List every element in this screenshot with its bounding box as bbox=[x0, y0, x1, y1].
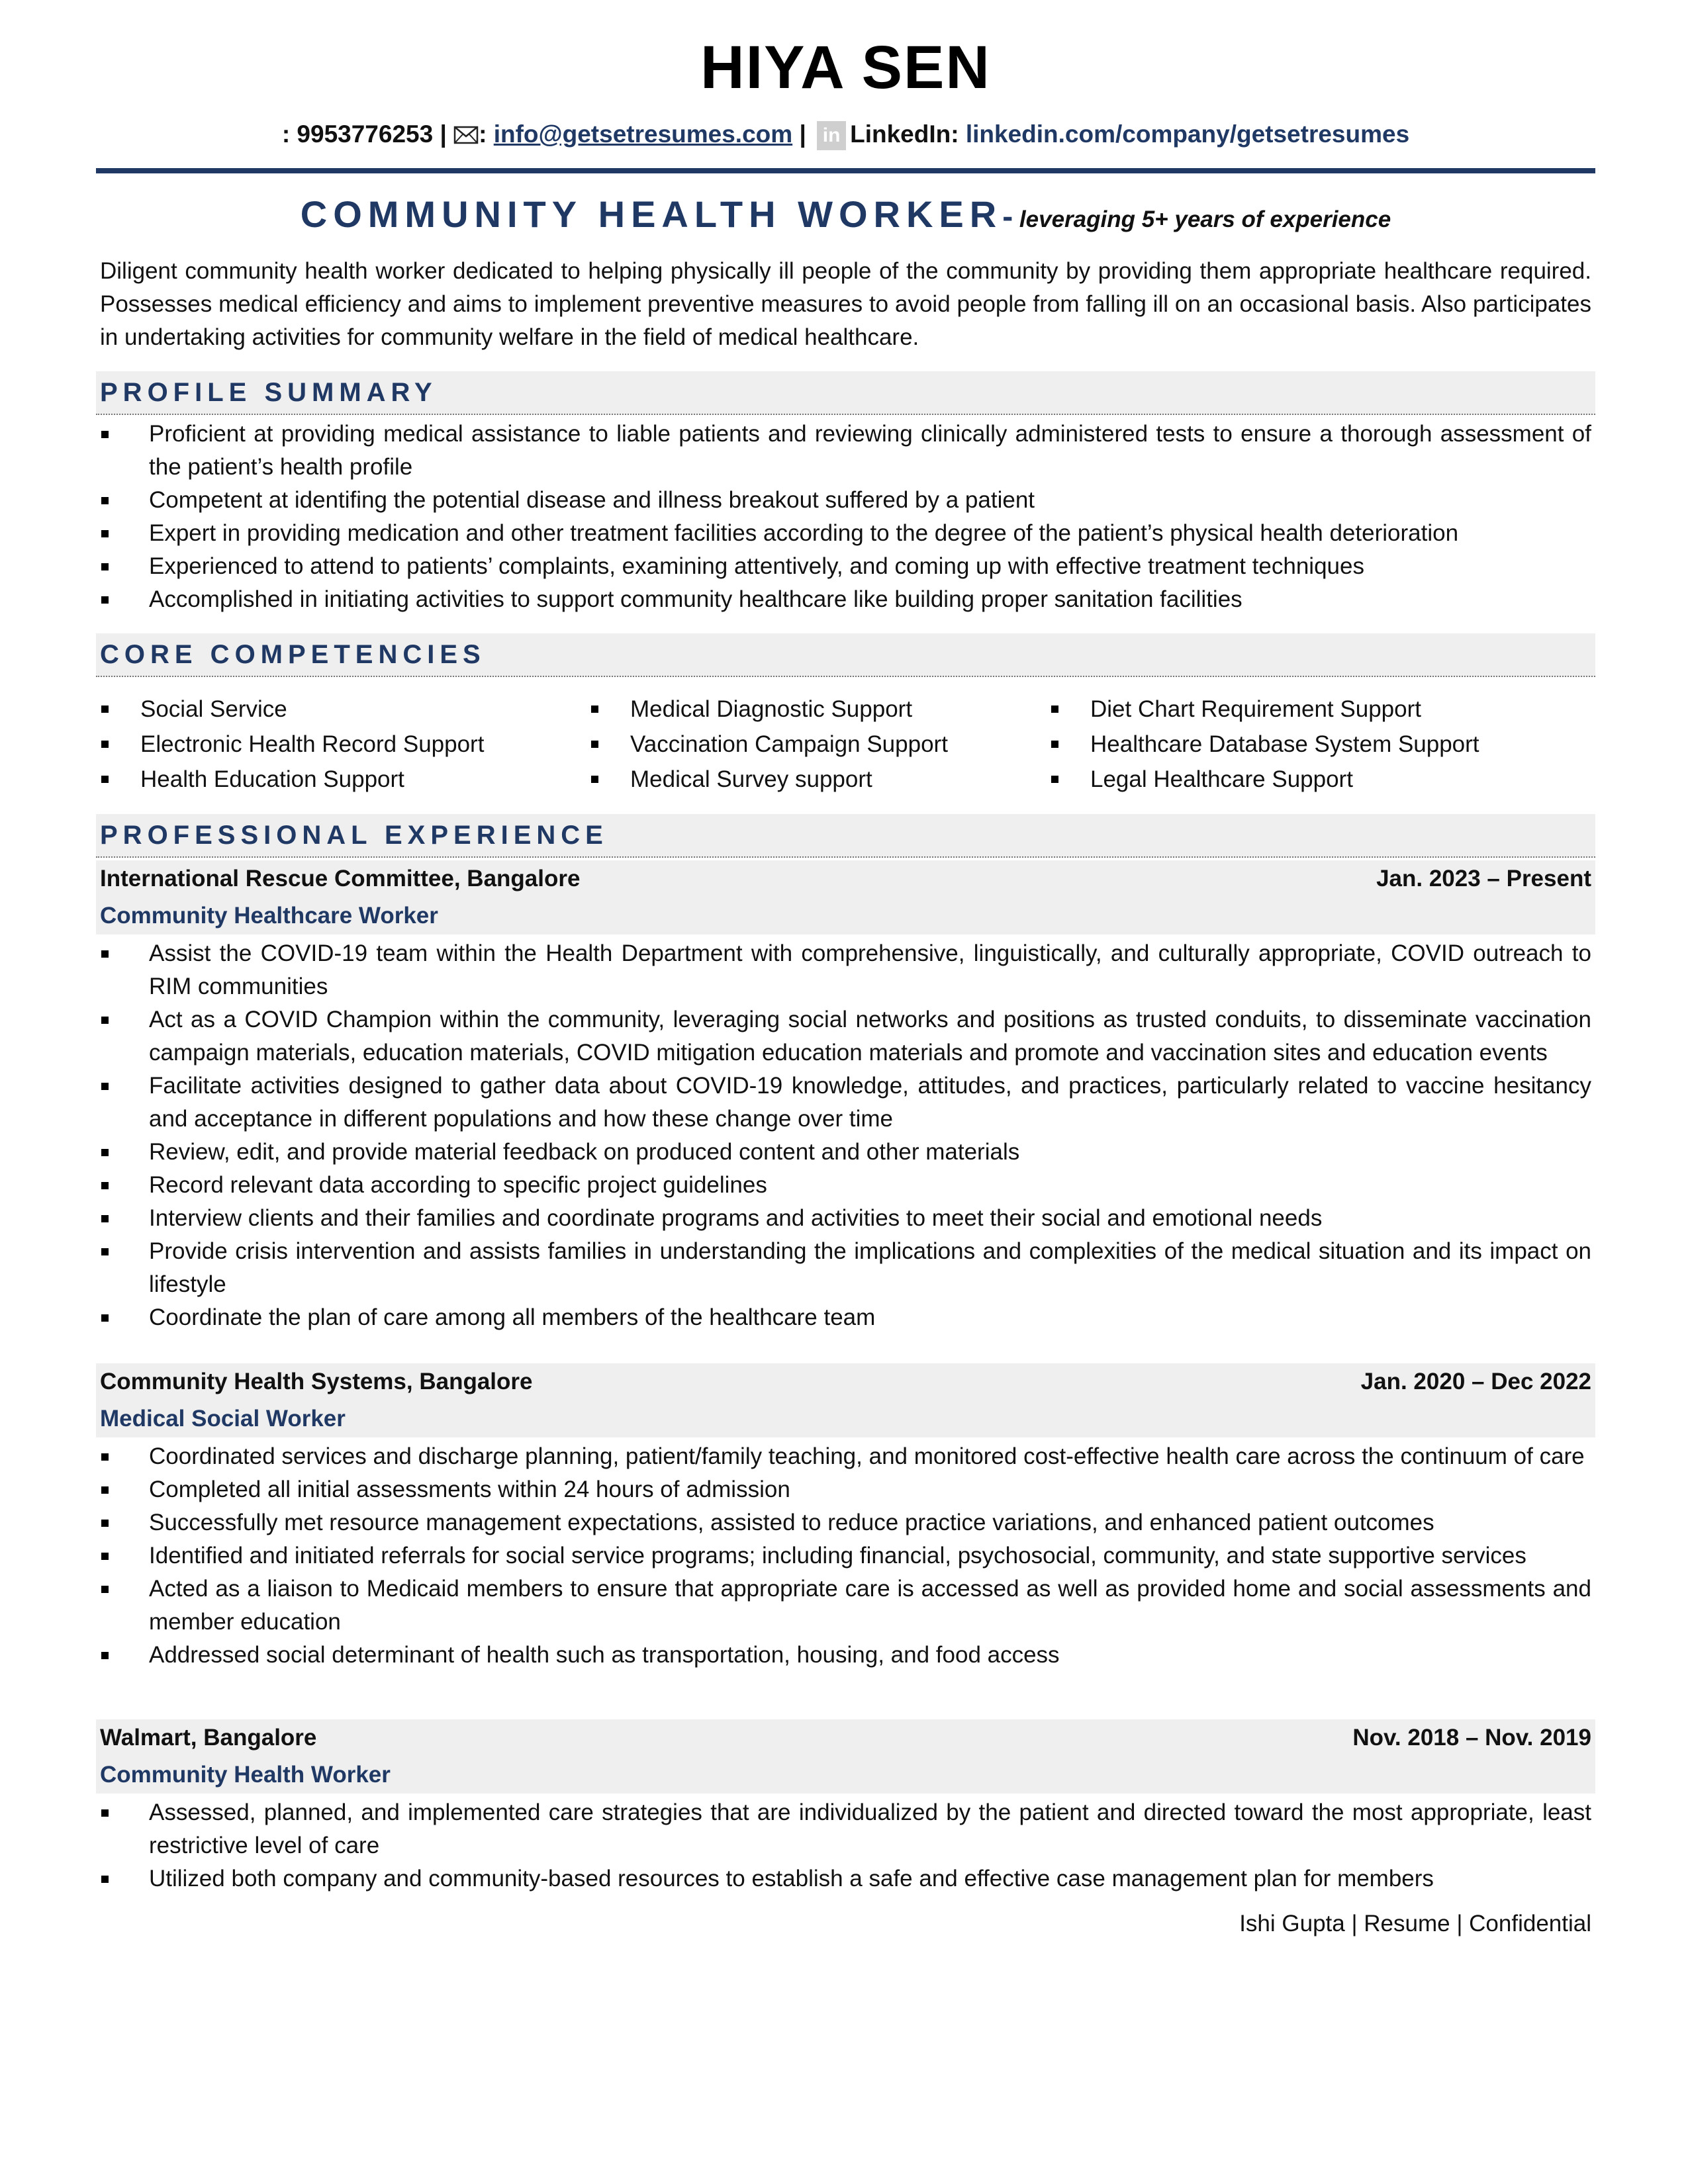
job-role: Medical Social Worker bbox=[100, 1406, 346, 1432]
email-link[interactable]: info@getsetresumes.com bbox=[493, 120, 793, 148]
list-item: Interview clients and their families and coordinate programs and activities to meet their social and emotional needs bbox=[96, 1202, 1595, 1235]
competencies-column-3 bbox=[1046, 692, 1549, 797]
list-item: Proficient at providing medical assistance to liable patients and reviewing clinically administered tests to ensure a thorough assessment of the patient’s health profile bbox=[96, 418, 1595, 484]
job-header bbox=[96, 1363, 1595, 1437]
job-dates: Jan. 2023 – Present bbox=[1376, 866, 1591, 891]
title-tagline: leveraging 5+ years of experience bbox=[1013, 206, 1391, 232]
header-divider bbox=[96, 168, 1595, 173]
linkedin-link[interactable]: linkedin.com/company/getsetresumes bbox=[965, 120, 1410, 148]
competency-item: Health Education Support bbox=[96, 762, 586, 797]
list-item: Experienced to attend to patients’ complaints, examining attentively, and coming up with effective treatment techniques bbox=[96, 550, 1595, 583]
section-heading-profile-summary: PROFILE SUMMARY bbox=[96, 371, 1595, 415]
phone-number: 9953776253 bbox=[297, 120, 434, 148]
section-heading-core-competencies: CORE COMPETENCIES bbox=[96, 633, 1595, 677]
separator: | bbox=[799, 120, 814, 148]
list-item: Competent at identifing the potential disease and illness breakout suffered by a patient bbox=[96, 484, 1595, 517]
competency-item: Healthcare Database System Support bbox=[1046, 727, 1549, 762]
list-item: Utilized both company and community-based resources to establish a safe and effective case management plan for members bbox=[96, 1862, 1595, 1895]
competency-item: Electronic Health Record Support bbox=[96, 727, 586, 762]
envelope-icon bbox=[453, 120, 479, 148]
list-item: Act as a COVID Champion within the community, leveraging social networks and positions as trusted conduits, to disseminate vaccination campaign materials, education materials, COVID mitigation education materials and promote and vaccination sites and education events bbox=[96, 1003, 1595, 1069]
job-dates: Nov. 2018 – Nov. 2019 bbox=[1352, 1725, 1591, 1751]
job-role: Community Health Worker bbox=[100, 1762, 391, 1788]
page-footer: Ishi Gupta | Resume | Confidential bbox=[1239, 1911, 1591, 1936]
list-item: Provide crisis intervention and assists families in understanding the implications and complexities of the medical situation and its impact on lifestyle bbox=[96, 1235, 1595, 1301]
competency-item: Legal Healthcare Support bbox=[1046, 762, 1549, 797]
job-bullets bbox=[96, 1796, 1595, 1895]
job-company-row bbox=[96, 860, 1595, 897]
list-item: Facilitate activities designed to gather data about COVID-19 knowledge, attitudes, and practices, particularly related to vaccine hesitancy and acceptance in different populations and how these change over time bbox=[96, 1069, 1595, 1136]
job-company: Walmart, Bangalore bbox=[100, 1725, 317, 1751]
list-item: Assessed, planned, and implemented care strategies that are individualized by the patient and directed toward the most appropriate, least restrictive level of care bbox=[96, 1796, 1595, 1862]
profile-summary-list bbox=[96, 418, 1595, 616]
intro-paragraph: Diligent community health worker dedicated to helping physically ill people of the community by providing them appropriate healthcare required. Possesses medical efficiency and aims to implement preventive measures to avoid people from falling ill on an occasional basis. Also participates in undertaking activities for community welfare in the field of medical healthcare. bbox=[100, 258, 1591, 350]
job-header bbox=[96, 860, 1595, 934]
job-company: International Rescue Committee, Bangalore bbox=[100, 866, 581, 891]
competency-item: Vaccination Campaign Support bbox=[586, 727, 1046, 762]
list-item: Assist the COVID-19 team within the Health Department with comprehensive, linguistically, and culturally appropriate, COVID outreach to RIM communities bbox=[96, 937, 1595, 1003]
linkedin-label: LinkedIn: bbox=[850, 120, 966, 148]
competencies-column-2 bbox=[586, 692, 1046, 797]
candidate-name: HIYA SEN bbox=[700, 34, 991, 101]
list-item: Record relevant data according to specific project guidelines bbox=[96, 1169, 1595, 1202]
list-item: Addressed social determinant of health such as transportation, housing, and food access bbox=[96, 1639, 1595, 1672]
phone-label: : bbox=[281, 120, 297, 148]
competency-item: Medical Diagnostic Support bbox=[586, 692, 1046, 727]
job-title: COMMUNITY HEALTH WORKER bbox=[300, 193, 1003, 235]
list-item: Expert in providing medication and other treatment facilities according to the degree of the patient’s physical health deterioration bbox=[96, 517, 1595, 550]
list-item: Acted as a liaison to Medicaid members to ensure that appropriate care is accessed as well as provided home and social assessments and member education bbox=[96, 1572, 1595, 1639]
list-item: Review, edit, and provide material feedback on produced content and other materials bbox=[96, 1136, 1595, 1169]
list-item: Coordinate the plan of care among all members of the healthcare team bbox=[96, 1301, 1595, 1334]
email-label: : bbox=[479, 120, 494, 148]
list-item: Successfully met resource management expectations, assisted to reduce practice variations, and enhanced patient outcomes bbox=[96, 1506, 1595, 1539]
job-company-row bbox=[96, 1363, 1595, 1400]
title-dash: - bbox=[1002, 199, 1013, 234]
list-item: Accomplished in initiating activities to support community healthcare like building proper sanitation facilities bbox=[96, 583, 1595, 616]
job-company: Community Health Systems, Bangalore bbox=[100, 1369, 533, 1394]
job-role: Community Healthcare Worker bbox=[100, 903, 438, 929]
list-item: Completed all initial assessments within 24 hours of admission bbox=[96, 1473, 1595, 1506]
job-title-row bbox=[96, 188, 1595, 251]
contact-line bbox=[96, 118, 1595, 151]
competency-item: Social Service bbox=[96, 692, 586, 727]
competency-item: Medical Survey support bbox=[586, 762, 1046, 797]
list-item: Coordinated services and discharge planning, patient/family teaching, and monitored cost-effective health care across the continuum of care bbox=[96, 1440, 1595, 1473]
competency-item: Diet Chart Requirement Support bbox=[1046, 692, 1549, 727]
separator: | bbox=[433, 120, 454, 148]
job-bullets bbox=[96, 937, 1595, 1334]
job-company-row bbox=[96, 1719, 1595, 1756]
competencies-grid bbox=[96, 692, 1595, 797]
job-dates: Jan. 2020 – Dec 2022 bbox=[1360, 1369, 1591, 1394]
linkedin-icon: in bbox=[817, 121, 846, 150]
competencies-column-1 bbox=[96, 692, 586, 797]
job-header bbox=[96, 1719, 1595, 1794]
job-bullets bbox=[96, 1440, 1595, 1672]
list-item: Identified and initiated referrals for social service programs; including financial, psychosocial, community, and state supportive services bbox=[96, 1539, 1595, 1572]
section-heading-professional-experience: PROFESSIONAL EXPERIENCE bbox=[96, 814, 1595, 858]
resume-content bbox=[96, 0, 1595, 1940]
